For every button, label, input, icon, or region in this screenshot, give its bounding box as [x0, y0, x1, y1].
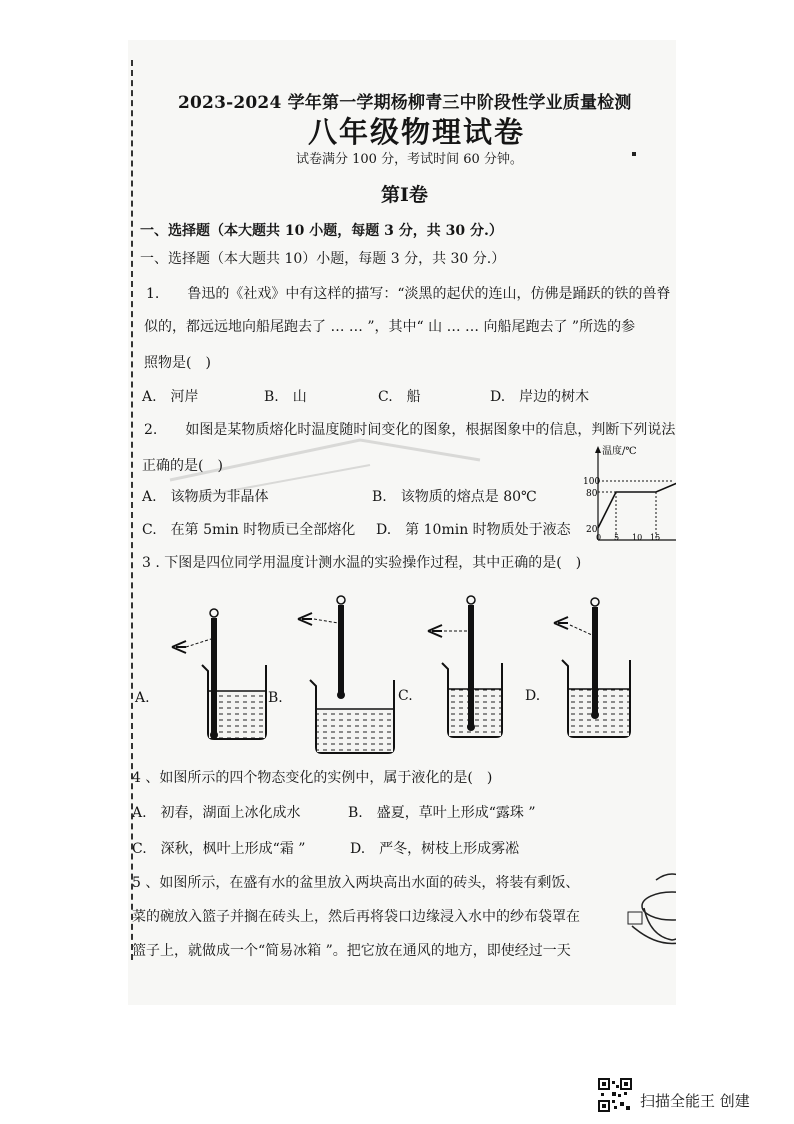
water-b: [317, 709, 393, 752]
graph-y-tick-80: 80: [586, 489, 598, 499]
water-a: [209, 691, 265, 738]
thermometer-top-b: [337, 596, 345, 604]
figure-c: [428, 596, 502, 737]
melting-graph-svg: [582, 440, 676, 550]
graph-x-tick-15: 15: [650, 533, 661, 542]
exam-subtitle: 试卷满分 100 分，考试时间 60 分钟。: [296, 152, 523, 167]
graph-x-tick-0: 0: [596, 533, 602, 542]
q1-line3: 照物是( ): [144, 355, 211, 371]
water-d: [569, 689, 629, 736]
sightline-d: [570, 625, 592, 635]
q1-line2: 似的，都远远地向船尾跑去了 … … ”，其中“ 山 … … 向船尾跑去了 ”所选的参: [144, 319, 636, 335]
ice-box-figure: [622, 866, 676, 966]
page-title: 八年级物理试卷: [308, 115, 526, 149]
basket-rim: [642, 892, 676, 920]
q2-choice-d: D. 第 10min 时物质处于液态: [376, 522, 571, 538]
figure-d: [554, 598, 630, 737]
q2-choice-b: B. 该物质的熔点是 80℃: [372, 489, 537, 505]
q4-line1: 4 、如图所示的四个物态变化的实例中，属于液化的是( ): [132, 770, 493, 786]
thermometer-bulb-a: [210, 731, 218, 739]
part-heading-1: 一、选择题（本大题共 10 小题，每题 3 分，共 30 分.）: [140, 223, 503, 239]
graph-curve: [598, 481, 676, 528]
q4-choice-d: D. 严冬，树枝上形成雾凇: [350, 841, 520, 857]
figure-b: [298, 596, 394, 753]
brick: [628, 912, 642, 924]
q3-label-a: A.: [135, 690, 150, 706]
q2-line2: 正确的是( ): [142, 458, 223, 474]
thermometer-top-d: [591, 598, 599, 606]
basin: [632, 926, 676, 944]
thermometer-top-a: [210, 609, 218, 617]
q1-line1: 1. 鲁迅的《社戏》中有这样的描写：“淡黑的起伏的连山，仿佛是踊跃的铁的兽脊: [146, 286, 671, 302]
q3-line1: 3 . 下图是四位同学用温度计测水温的实验操作过程，其中正确的是( ): [142, 555, 582, 571]
bag-top: [656, 874, 676, 880]
q4-choice-b: B. 盛夏，草叶上形成“露珠 ”: [348, 805, 536, 821]
thermometer-a: [211, 618, 217, 735]
q4-choice-c: C. 深秋，枫叶上形成“霜 ”: [132, 841, 306, 857]
water-c: [449, 689, 501, 736]
thermometer-bulb-d: [591, 711, 599, 719]
eye-icon-a: [172, 641, 186, 653]
sightline-b: [314, 619, 338, 623]
eye-icon-c: [428, 625, 442, 637]
melting-graph: [582, 440, 676, 550]
scanner-watermark: 扫描全能王 创建: [640, 1092, 750, 1110]
q5-line3: 篮子上，就做成一个“简易冰箱 ”。把它放在通风的地方，即使经过一天: [132, 943, 571, 959]
figure-a: [172, 609, 266, 739]
ice-box-figure-svg: [622, 866, 676, 966]
graph-x-tick-10: 10: [632, 533, 643, 542]
graph-y-tick-100: 100: [583, 477, 601, 487]
basket-body: [644, 908, 676, 940]
q5-line1: 5 、如图所示，在盛有水的盆里放入两块高出水面的砖头，将装有剩饭、: [132, 875, 580, 891]
q2-line1: 2. 如图是某物质熔化时温度随时间变化的图象，根据图象中的信息，判断下列说法: [144, 422, 676, 438]
q2-choice-a: A. 该物质为非晶体: [142, 489, 269, 505]
thermometer-bulb-b: [337, 691, 345, 699]
binding-dashed-line: [131, 60, 133, 960]
section-title: 第Ⅰ卷: [381, 184, 428, 206]
q3-label-d: D.: [525, 688, 541, 704]
qr-code-icon: [598, 1078, 632, 1112]
q4-choice-a: A. 初春，湖面上冰化成水: [132, 805, 301, 821]
thermometer-c: [468, 605, 474, 727]
thermometer-b: [338, 605, 344, 695]
q1-choice-d: D. 岸边的树木: [490, 389, 590, 405]
graph-y-arrow: [595, 446, 601, 453]
graph-y-tick-20: 20: [586, 525, 598, 535]
scan-speck: [632, 152, 636, 156]
exam-header: 2023-2024 学年第一学期杨柳青三中阶段性学业质量检测: [178, 93, 632, 113]
graph-x-tick-5: 5: [614, 533, 620, 542]
thermometer-bulb-c: [467, 723, 475, 731]
q1-choice-c: C. 船: [378, 389, 421, 405]
q3-label-b: B.: [268, 690, 283, 706]
q3-label-c: C.: [398, 688, 413, 704]
part-heading-2: 一、选择题（本大题共 10）小题，每题 3 分，共 30 分.）: [140, 251, 506, 267]
sightline-a: [186, 639, 211, 647]
thermometer-d: [592, 607, 598, 715]
thermometer-figures: [130, 585, 676, 765]
graph-y-label: 温度/℃: [602, 446, 637, 457]
eye-icon-b: [298, 613, 312, 625]
eye-icon-d: [554, 617, 568, 629]
q1-choice-a: A. 河岸: [142, 389, 199, 405]
q5-line2: 菜的碗放入篮子并搁在砖头上，然后再将袋口边缘浸入水中的纱布袋罩在: [132, 909, 580, 925]
q1-choice-b: B. 山: [264, 389, 307, 405]
q2-choice-c: C. 在第 5min 时物质已全部熔化: [142, 522, 356, 538]
thermometer-top-c: [467, 596, 475, 604]
